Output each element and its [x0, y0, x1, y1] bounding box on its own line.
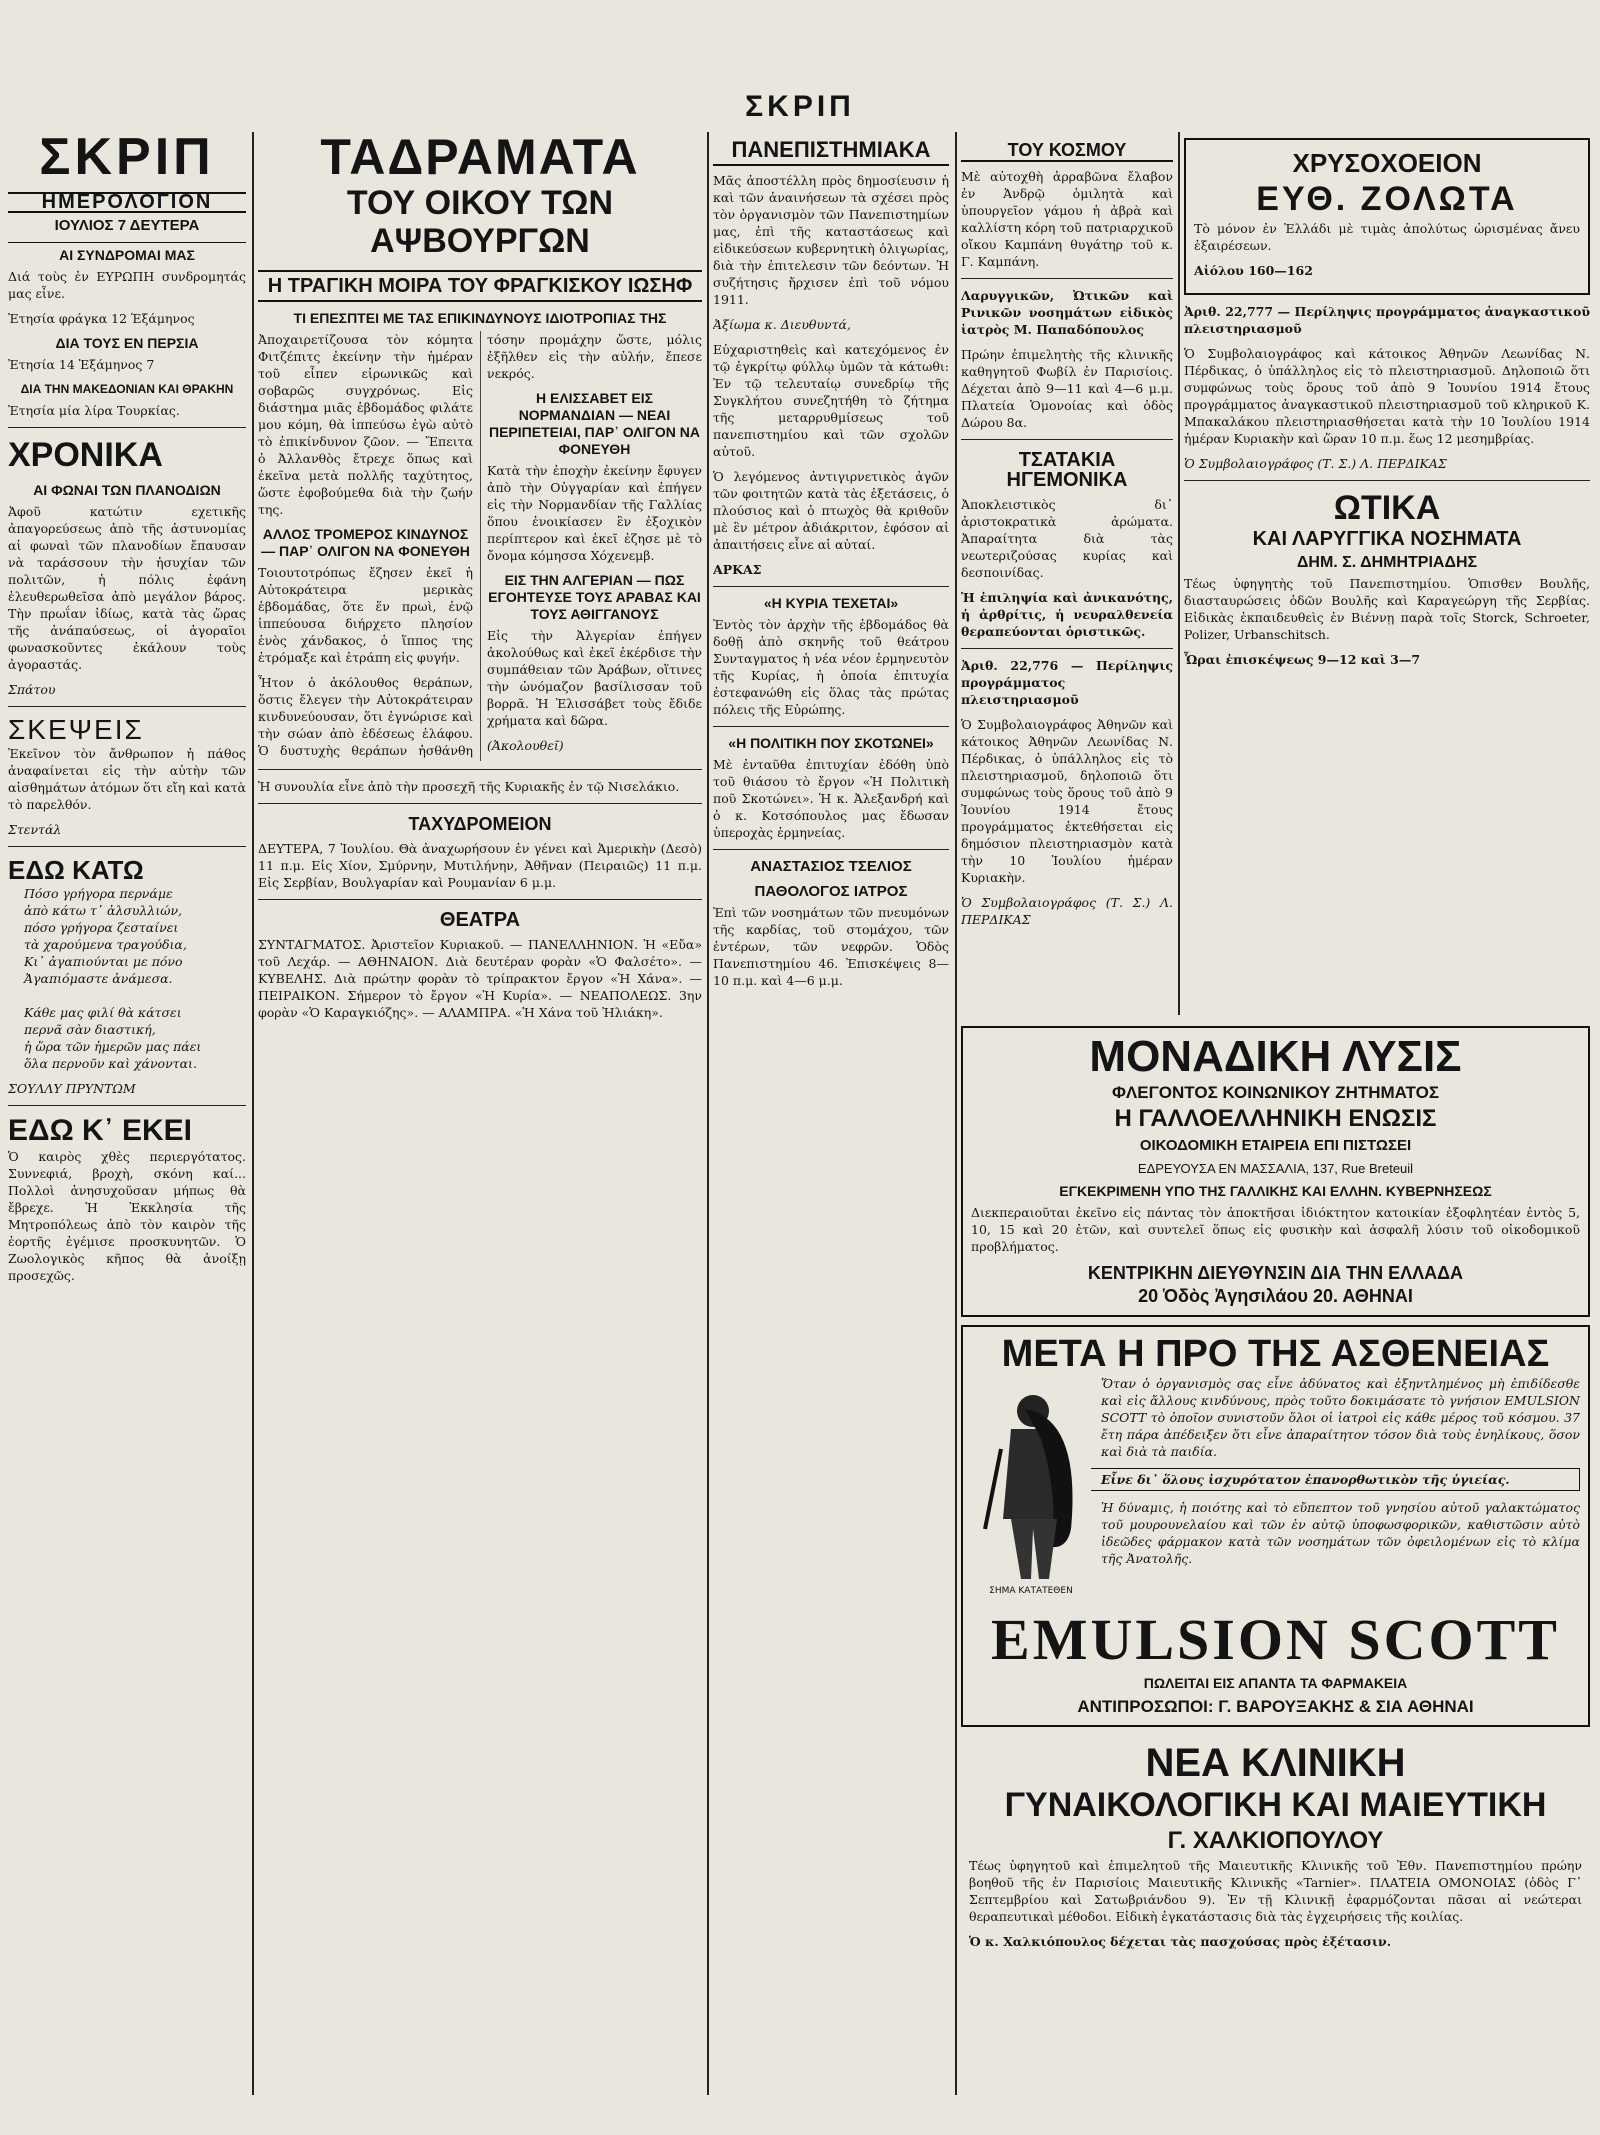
jeweller-ad-text: Τὸ μόνον ἐν Ἑλλάδι μὲ τιμὰς ἀπολύτως ὡρισμένας ἄνευ ἐξαιρέσεων.	[1194, 221, 1580, 253]
page-masthead: ΣΚΡΙΠ	[745, 90, 855, 123]
section-title-skepseis: ΣΚΕΨΕΙΣ	[8, 714, 144, 745]
chronika-subtitle: ΑΙ ΦΩΝΑΙ ΤΩΝ ΠΛΑΝΟΔΙΩΝ	[33, 482, 221, 498]
section-title-kyria: «Η ΚΥΡΙΑ ΤΕΧΕΤΑΙ»	[763, 595, 899, 611]
building-ad-title: ΜΟΝΑΔΙΚΗ ΛΥΣΙΣ	[1089, 1032, 1462, 1081]
clinic-ad-doctor: Γ. ΧΑΛΚΙΟΠΟΥΛΟΥ	[1167, 1827, 1384, 1854]
clinic-ad-title2: ΓΥΝΑΙΚΟΛΟΓΙΚΗ ΚΑΙ ΜΑΙΕΥΤΙΚΗ	[1004, 1786, 1547, 1824]
section-title-politiki: «Η ΠΟΛΙΤΙΚΗ ΠΟΥ ΣΚΟΤΩΝΕΙ»	[728, 735, 934, 751]
building-ad-address: ΕΔΡΕΥΟΥΣΑ ΕΝ ΜΑΣΣΑΛΙΑ, 137, Rue Breteuil	[1137, 1161, 1414, 1176]
article-paragraph: Τοιουτοτρόπως ἔζησεν ἐκεῖ ἡ Αὐτοκράτειρα μερικὰς ἑβδομάδας, ὅτε ἕν πρωὶ, ἐνῷ ἱππεύουσα διήρχετο πλησίον ἑνὸς χάνδακος, ὁ ἵππος της ἐτρόμαξε καὶ ἐτράπη εἰς φυγήν.	[258, 565, 473, 665]
emulsion-ad-text2: Ἡ δύναμις, ἡ ποιότης καὶ τὸ εὔπεπτον τοῦ γνησίου αὐτοῦ γαλακτώματος τοῦ μουρουνελαίου καὶ τῶν ἐν αὐτῷ ὑποφωσφορικῶν, καθιστῶσιν αὐτὸ ἰδεῶδες φάρμακον κατὰ τῶν νοσημάτων τῶν ὀφειλομένων εἰς τὸ κλίμα τῆς Ἀνατολῆς.	[1101, 1500, 1580, 1566]
jeweller-ad-title: ΧΡΥΣΟΧΟΕΙΟΝ	[1292, 148, 1482, 178]
skepseis-text: Ἐκεῖνον τὸν ἄνθρωπον ἡ πάθος ἀναφαίνεται εἰς τὴν αὐτὴν τῶν αἰσθημάτων ἀτόμων ὅτι εἴη καὶ κατὰ τὸ παρελθόν.	[8, 746, 246, 812]
doctor-ad-name: ΑΝΑΣΤΑΣΙΟΣ ΤΣΕΛΙΟΣ	[750, 858, 912, 875]
section-title-tachydromeion: ΤΑΧΥΔΡΟΜΕΙΟΝ	[408, 813, 552, 834]
jeweller-ad	[1184, 138, 1590, 295]
section-title-panepistimiaka: ΠΑΝΕΠΙΣΤΗΜΙΑΚΑ	[713, 140, 949, 166]
panepistimiaka-text: Μᾶς ἀποστέλλη πρὸς δημοσίευσιν ἡ καὶ τῶν ἀναινήσεων τὰ σχέσει πρὸς τὸν ὀργανισμὸν τῶν Πανεπιστημίων μας, ἐπὶ τῆς καταστάσεως καὶ εἰδικεύσεων κυβερνητικὴ ὀλιγωρίας, διὰ τὴν ἐπιτελεσιν τῶν δεόντων. Ἡ συζήτησις ἤρχισεν ἐπὶ τοῦ νόμου 1911.	[713, 173, 949, 307]
building-ad-text: Διεκπεραιοῦται ἐκεῖνο εἰς πάντας τὸν ἀποκτῆσαι ἰδιόκτητον κατοικίαν ἐξοφλητέαν ἐντὸς 5, 10, 15 καὶ 20 ἐτῶν, καὶ συντελεῖ ὅπως εἰς φυσικὴν καὶ ἀσφαλῆ λύσιν τοῦ οἰκοδομικοῦ προβλήματος.	[971, 1205, 1580, 1254]
auction-notice-text: Ὁ Συμβολαιογράφος καὶ κάτοικος Ἀθηνῶν Λεωνίδας Ν. Πέρδικας, ὁ ὑπάλληλος εἰς τὸ πλειστηριασμοῦ. Δηλοποιῶ ὅτι συμφώνως τοὺς ὅρους τοῦ ἀπὸ 9 Ἰουνίου 1914 ἔτους προγράμματος ἀναγκαστικοῦ πλειστηριασμοῦ τοῦ κληρικοῦ Κ. Μπακαλάκου πλειστηριασθήσεται κατὰ τὴν 10 Ἰουλίου 1914 ἡμέραν Κυριακὴν καὶ ὥραν 10 π.μ. ἕως 12 μεσημβρίας.	[1184, 346, 1590, 446]
subscriptions-line: Ἐτησία μία λίρα Τουρκίας.	[8, 403, 180, 418]
article-paragraph: Κατὰ τὴν ἐποχὴν ἐκείνην ἔφυγεν ἀπὸ τὴν Οὐγγαρίαν καὶ ἐπήγεν εἰς τὴν Νορμανδίαν τῆς Γαλλίας ὅπου ἐνοικίασεν ἓν ἐξοχικὸν περίπτερον καὶ ἐκεῖ ἐζησε μὲ τὸ ὄνομα κόμησσα Χόχενεμβ.	[487, 463, 702, 563]
article-lead: ΤΙ ΕΠΕΣΠΤΕΙ ΜΕ ΤΑΣ ΕΠΙΚΙΝΔΥΝΟΥΣ ΙΔΙΟΤΡΟΠΙΑΣ ΤΗΣ	[293, 310, 667, 326]
article-subhead: Η ΕΛΙΣΣΑΒΕΤ ΕΙΣ ΝΟΡΜΑΝΔΙΑΝ — ΝΕΑΙ ΠΕΡΙΠΕΤΕΙΑΙ, ΠΑΡ᾽ ΟΛΙΓΟΝ ΝΑ ΦΟΝΕΥΘΗ	[488, 390, 701, 457]
emulsion-ad-agents: ΑΝΤΙΠΡΟΣΩΠΟΙ: Γ. ΒΑΡΟΥΞΑΚΗΣ & ΣΙΑ ΑΘΗΝΑΙ	[1077, 1697, 1474, 1716]
column-rule	[252, 132, 254, 2095]
emulsion-ad-brand: EMULSION SCOTT	[991, 1607, 1560, 1672]
column-3	[713, 130, 949, 2099]
clinic-ad-text: Τέως ὑφηγητοῦ καὶ ἐπιμελητοῦ τῆς Μαιευτικῆς Κλινικῆς τοῦ Ἐθν. Πανεπιστημίου πρώην βοηθοῦ τῆς ἐν Παρισίοις Μαιευτικῆς Κλινικῆς «Tarnier». ΠΛΑΤΕΙΑ ΟΜΟΝΟΙΑΣ (ὁδὸς Γ᾽ Σεπτεμβρίου καὶ Σατωβριάνδου 9). Ἐν τῇ Κλινικῇ ἐφαρμόζονται πᾶσαι αἱ νεώτεραι θεραπευτικαὶ μέθοδοι. Εἰδικὴ ἐγκατάστασις διὰ τὰς ἐγχειρήσεις τῆς κοιλίας.	[969, 1858, 1582, 1924]
headline-secondary: ΤΟΥ ΟΙΚΟΥ ΤΩΝ ΑΨΒΟΥΡΓΩΝ	[346, 184, 614, 260]
ent-ad-text: Τέως ὑφηγητὴς τοῦ Πανεπιστημίου. Ὁπισθεν Βουλῆς, διασταυρώσεις ὁδῶν Βουλῆς καὶ Καραγεώργη τῆς Σερβίας. Εἰδικὰς ἐκπαιδευθεὶς ἐν Βιέννῃ παρὰ τοῖς Storck, Schroeter, Polizer, Urbanschitsch.	[1184, 576, 1590, 642]
emulsion-ad-emphasis: Εἶνε δι᾽ ὅλους ἰσχυρότατον ἐπανορθωτικὸν τῆς ὑγιείας.	[971, 1468, 1580, 1491]
logo-subtitle: ΗΜΕΡΟΛΟΓΙΟΝ	[8, 192, 246, 213]
clinic-ad	[961, 1735, 1590, 1964]
section-title-tou-kosmou: ΤΟΥ ΚΟΣΜΟΥ	[961, 140, 1173, 162]
ent-doctor-ad-title: Λαρυγγικῶν, Ὠτικῶν καὶ Ρινικῶν νοσημάτων εἰδικὸς ἰατρὸς Μ. Παπαδόπουλος	[961, 288, 1173, 337]
section-title-edo-kei: ΕΔΩ Κ᾽ ΕΚΕΙ	[8, 1114, 192, 1147]
subscriptions-line: Ἐτησία φράγκα 12 Ἑξάμηνος	[8, 311, 195, 326]
jeweller-ad-name: ΕΥΘ. ΖΟΛΩΤΑ	[1256, 180, 1518, 218]
poem-signature: ΣΟΥΛΛΥ ΠΡΥΝΤΩΜ	[8, 1081, 136, 1096]
auction-notice-signature: Ὁ Συμβολαιογράφος (Τ. Σ.) Λ. ΠΕΡΔΙΚΑΣ	[961, 895, 1173, 927]
column-rule	[955, 132, 957, 2095]
headline-main: ΤΑΔΡΑΜΑΤΑ	[320, 130, 640, 185]
building-ad-subtitle: ΦΛΕΓΟΝΤΟΣ ΚΟΙΝΩΝΙΚΟΥ ΖΗΤΗΜΑΤΟΣ	[1111, 1083, 1440, 1102]
subscriptions-line: Ἐτησία 14 Ἑξάμηνος 7	[8, 357, 155, 372]
auction-notice-title: Ἀριθ. 22,777 — Περίληψις προγράμματος ἀναγκαστικοῦ πλειστηριασμοῦ	[1184, 304, 1590, 336]
auction-notice-text: Ὁ Συμβολαιογράφος Ἀθηνῶν καὶ κάτοικος Ἀθηνῶν Λεωνίδας Ν. Πέρδικας, ὁ ὑπάλληλος εἰς τὸ πλειστηριασμοῦ, δηλοποιῶ ὅτι συμφώνως τοὺς ὅρους τοῦ ἀπὸ 9 Ἰουνίου 1914 ἔτους προγράμματος ἐκτεθήσεται εἰς δημόσιον πλειστηριασμὸν κατὰ τὴν 10 Ἰουλίου ἡμέραν Κυριακὴν.	[961, 717, 1173, 885]
article-paragraph: Εἰς τὴν Ἀλγερίαν ἐπήγεν ἀκολούθως καὶ ἐκεῖ ἐκέρδισε τὴν συμπάθειαν τῶν Ἀράβων, οἵτινες τὴν ὠνόμαζον βασίλισσαν τοῦ βορρᾶ. Ἡ Ἐλισσάβετ τοὺς ἔδιδε χρήματα καὶ δῶρα.	[487, 628, 702, 728]
emulsion-ad-text: Ὅταν ὁ ὀργανισμὸς σας εἶνε ἀδύνατος καὶ ἐξηντλημένος μὴ ἐπιδίδεσθε καὶ εἰς ἄλλους κινδύνους, πρὸς τοῦτο δοκιμάσατε τὸ γνήσιον EMULSION SCOTT τὸ ὁποῖον συνιστοῦν ὅλοι οἱ ἰατροὶ εἰς κάθε μέρος τοῦ κόσμου. 37 ἔτη πάρα ἀπέδειξεν ὅτι εἶνε ἀπαραίτητον τόσον διὰ τοὺς ἐνηλίκους, ὅσον καὶ διὰ τὰ παιδία.	[1101, 1376, 1580, 1459]
panepistimiaka-text: Εὐχαριστηθεὶς καὶ κατεχόμενος ἐν τῷ ἐγκρίτῳ φύλλῳ ὑμῶν τὰ κάτωθι: Ἐν τῷ τελευταίῳ συνεδρίῳ τῆς Συγκλήτου συνεζητήθη τὸ ζήτημα τῆς μεταρρυθμίσεως τοῦ πανεπιστημίου καὶ τῶν σχολῶν αὐτοῦ.	[713, 342, 949, 459]
headline-subtitle: Η ΤΡΑΓΙΚΗ ΜΟΙΡΑ ΤΟΥ ΦΡΑΓΚΙΣΚΟΥ ΙΩΣΗΦ	[258, 270, 702, 302]
notice-text: Ἡ συνουλία εἶνε ἀπὸ τὴν προσεχῆ τῆς Κυριακῆς ἐν τῷ Νισελάκιο.	[258, 778, 680, 794]
building-ad-org-sub: ΟΙΚΟΔΟΜΙΚΗ ΕΤΑΙΡΕΙΑ ΕΠΙ ΠΙΣΤΩΣΕΙ	[1139, 1137, 1412, 1154]
ent-ad-title: ΩΤΙΚΑ	[1333, 489, 1441, 527]
chronika-signature: Σπάτου	[8, 682, 56, 697]
theatra-text: ΣΥΝΤΑΓΜΑΤΟΣ. Ἀριστεῖον Κυριακοῦ. — ΠΑΝΕΛΛΗΝΙΟΝ. Ἡ «Εὔα» τοῦ Λεχάρ. — ΑΘΗΝΑΙΟΝ. Διὰ δευτέραν φορὰν «Ὁ Φαλσέτο». — ΚΥΒΕΛΗΣ. Διὰ πρώτην φορὰν τὸ τρίπρακτον ἔργον «Ἡ Χάνα». — ΠΕΙΡΑΙΚΟΝ. Σήμερον τὸ ἔργον «Ἡ Κυρία». — ΝΕΑΠΟΛΕΩΣ. 3ην φορὰν «Ὁ Καραγκιόζης». — ΑΛΑΜΠΡΑ. «Ἡ Χάνα τοῦ Ἠλιάκη».	[258, 936, 702, 1020]
doctor-ad-title: ΠΑΘΟΛΟΓΟΣ ΙΑΤΡΟΣ	[754, 883, 908, 900]
logo: ΣΚΡΙΠ	[39, 130, 215, 186]
panepistimiaka-signature: ΑΡΚΑΣ	[713, 562, 762, 577]
ent-doctor-ad-text: Πρώην ἐπιμελητὴς τῆς κλινικῆς καθηγητοῦ Φωβίλ ἐν Παρισίοις. Δέχεται ἀπὸ 9—11 καὶ 4—6 μ.μ. Πλατεία Ὁμονοίας καὶ ὁδὸς Δώρου 8α.	[961, 347, 1173, 430]
skepseis-signature: Στεντάλ	[8, 822, 62, 837]
column-rule	[1178, 132, 1180, 1015]
column-5	[1184, 130, 1590, 1011]
jeweller-ad-address: Αἰόλου 160—162	[1194, 263, 1313, 278]
column-4	[961, 130, 1173, 1011]
politiki-text: Μὲ ἐνταῦθα ἐπιτυχίαν ἐδόθη ὑπὸ τοῦ θιάσου τὸ ἔργον «Ἡ Πολιτικὴ ποῦ Σκοτώνει». Ἡ κ. Ἀλεξανδρή καὶ ὁ κ. Κοτσόπουλος μας ἔδωσαν ὑπεροχὰς ἑρμηνείας.	[713, 757, 949, 840]
subscriptions-heading: ΔΙΑ ΤΟΥΣ ΕΝ ΠΕΡΣΙΑ	[55, 335, 199, 351]
emulsion-ad	[961, 1325, 1590, 1727]
clinic-ad-title: ΝΕΑ ΚΛΙΝΙΚΗ	[1145, 1741, 1406, 1785]
column-2	[258, 130, 702, 2099]
subscriptions-heading: ΔΙΑ ΤΗΝ ΜΑΚΕΔΟΝΙΑΝ ΚΑΙ ΘΡΑΚΗΝ	[20, 382, 234, 396]
column-rule	[707, 132, 709, 2095]
date-line: ΙΟΥΛΙΟΣ 7 ΔΕΥΤΕΡΑ	[54, 217, 200, 234]
section-title-chronika: ΧΡΟΝΙΚΑ	[8, 436, 163, 474]
tou-kosmou-text: Μὲ αὐτοχθὴ ἀρραβῶνα ἔλαβον ἐν Ἀνδρῷ ὁμιλητὰ καὶ ὑπουργεῖον γάμου ἡ ἀβρὰ καὶ καλλίστη κόρη τοῦ πατριαρχικοῦ οἴκου Καμπάνη θυγάτηρ τοῦ κ. Γ. Καμπάνη.	[961, 169, 1173, 269]
fisherman-trademark-icon	[971, 1379, 1091, 1599]
building-ad-info: ΚΕΝΤΡΙΚΗΝ ΔΙΕΥΘΥΝΣΙΝ ΔΙΑ ΤΗΝ ΕΛΛΑΔΑ	[1087, 1263, 1464, 1283]
article-body	[258, 331, 702, 761]
article-subhead: ΕΙΣ ΤΗΝ ΑΛΓΕΡΙΑΝ — ΠΩΣ ΕΓΟΗΤΕΥΣΕ ΤΟΥΣ ΑΡΑΒΑΣ ΚΑΙ ΤΟΥΣ ΑΘΙΓΓΑΝΟΥΣ	[488, 572, 701, 622]
section-title-edo-kato: ΕΔΩ ΚΑΤΩ	[8, 855, 144, 885]
kyria-text: Ἐντὸς τὸν ἀρχὴν τῆς ἑβδομάδος θὰ δοθῇ ἀπὸ σκηνῆς τοῦ θεάτρου Συνταγματος ἡ νέα νέον ἑρμηνευτὸν τῆς Κυρίας, ἡ ὁποία ἐπιτυχία ἐστεφανώθη εἰς ὅλας τὰς πρώτας πόλεις τῆς Εὐρώπης.	[713, 617, 949, 717]
subscriptions-title: ΑΙ ΣΥΝΔΡΟΜΑΙ ΜΑΣ	[8, 242, 246, 264]
emulsion-ad-sold: ΠΩΛΕΙΤΑΙ ΕΙΣ ΑΠΑΝΤΑ ΤΑ ΦΑΡΜΑΚΕΙΑ	[1143, 1675, 1408, 1691]
clinic-ad-footer: Ὁ κ. Χαλκιόπουλος δέχεται τὰς πασχούσας πρὸς ἐξέτασιν.	[969, 1934, 1392, 1949]
tsatakia-ad-text: Ἀποκλειστικὸς δι᾽ ἀριστοκρατικὰ ἀρώματα. Ἀπαραίτητα διὰ τὰς νεωτεριζούσας κυρίας καὶ δεσποινίδας.	[961, 497, 1173, 580]
chronika-text: Ἀφοῦ κατώτιν εχετικῆς ἀπαγορεύσεως ἀπὸ τῆς ἀστυνομίας αἱ φωναὶ τῶν πλανοδίων ἔπαυσαν νὰ ταράσσουν τὴν ἡσυχίαν τῶν πολιτῶν, ἡ πόλις ἐφάνη ἐλευθερωθεῖσα ἀπὸ μεγάλον βάρος. Τὴν πρωΐαν ἰδίως, κατὰ τὰς ὥρας τῆς ἀνάπαύσεως, οἱ ἀγοραῖοι φωνασκοῦντες ἐκάλουν τοὺς ἀγοραστάς.	[8, 504, 246, 672]
doctor-ad-text: Ἐπὶ τῶν νοσημάτων τῶν πνευμόνων τῆς καρδίας, τοῦ στομάχου, τῶν ἐντέρων, τῶν νεφρῶν. Ὁδὸς Πανεπιστημίου 46. Ἐπισκέψεις 8—10 π.μ. καὶ 4—6 μ.μ.	[713, 905, 949, 988]
clinic-ad-text: Ἡ ἐπιληψία καὶ ἀνικανότης, ἡ ἀρθρίτις, ἡ νευραλθενεία θεραπεύονται ὁριστικῶς.	[961, 590, 1173, 639]
ads-block	[961, 1018, 1590, 2099]
building-ad-org: Η ΓΑΛΛΟΕΛΛΗΝΙΚΗ ΕΝΩΣΙΣ	[1114, 1105, 1437, 1132]
ent-ad-doctor: ΔΗΜ. Σ. ΔΗΜΗΤΡΙΑΔΗΣ	[1296, 554, 1478, 571]
article-paragraph: Ἦτον ὁ ἀκόλουθος θεράπων, ὅστις ἔλεγεν τὴν Αὐτοκράτειραν κινδυνεύουσαν, ὅτι ἐγνώρισε καὶ τὴν σώαν ἀπὸ ἐδέσεως ἐλάφου. Ὁ δυστυχὴς θεράπων ἠσθάνθη τόσην προμάχην ὥστε, μόλις ἐξῆλθεν εἰς τὴν αὐλήν, ἔπεσε νεκρός.	[258, 332, 702, 758]
subscriptions-line: Διά τοὺς ἐν ΕΥΡΩΠΗ συνδρομητάς μας εἶνε.	[8, 269, 246, 301]
tsatakia-ad-title: ΤΣΑΤΑΚΙΑ ΗΓΕΜΟΝΙΚΑ	[1006, 449, 1128, 491]
panepistimiaka-salutation: Ἀξίωμα κ. Διευθυντά,	[713, 317, 851, 332]
article-paragraph: Ἀποχαιρετίζουσα τὸν κόμητα Φιτζέπιτς ἐκείνην τὴν ἡμέραν τοῦ εἶπεν εἰρωνικῶς καὶ σοβαρῶς συγχρόνως. Εἰς διάστημα μιᾶς ἑβδομάδος φιλάτε μου κόμη, θὰ ἱππεύσω ἐγὼ αὐτὸ τὸ ἐπικίνδυνον ζῶον. — Ἔπειτα ὁ Ἀλλανθὸς ἔτρεχε ὅπως καὶ ἐκεῖνα μετὰ πολλῆς ταχύτητος, ὥστε ἐφοβούμεθα διὰ τὴν ζωήν της.	[258, 332, 473, 517]
article-continued: (Ἀκολουθεῖ)	[487, 738, 564, 753]
auction-notice-title: Ἀριθ. 22,776 — Περίληψις προγράμματος πλειστηριασμοῦ	[961, 658, 1173, 707]
article-subhead: ΑΛΛΟΣ ΤΡΟΜΕΡΟΣ ΚΙΝΔΥΝΟΣ — ΠΑΡ᾽ ΟΛΙΓΟΝ ΝΑ ΦΟΝΕΥΘΗ	[261, 526, 470, 559]
edo-kei-text: Ὁ καιρὸς χθὲς περιεργότατος. Συννεφιά, βροχὴ, σκόνη καί... Πολλοὶ ἀνησυχοῦσαν μήπως θὰ ἔβρεχε. Ἡ Ἐκκλησία τῆς Μητροπόλεως ἀπὸ τὸν καιρὸν τῆς ἐορτῆς ἐγέμισε προσκυνητῶν. Ὁ Ζωολογικὸς κῆπος θὰ ἀνοίξῃ προσεχῶς.	[8, 1149, 246, 1283]
building-ad-approved: ΕΓΚΕΚΡΙΜΕΝΗ ΥΠΟ ΤΗΣ ΓΑΛΛΙΚΗΣ ΚΑΙ ΕΛΛΗΝ. ΚΥΒΕΡΝΗΣΕΩΣ	[1059, 1183, 1492, 1199]
trademark-label: ΣΗΜΑ ΚΑΤΑΤΕΘΕΝ	[989, 1586, 1073, 1596]
poem-text: Πόσο γρήγορα περνάμε ἀπὸ κάτω τ᾽ ἀλσυλλιών, πόσο γρήγορα ζεσταίνει τὰ χαρούμενα τραγούδια, Κι᾽ ἀγαπιούνται με πόνο Ἀγαπιόμαστε ἀνάμεσα. Κάθε μας φιλί θὰ κάτσει περνᾶ σὰν διαστική, ἡ ὥρα τῶν ἠμερῶν μας πάει ὅλα περνοῦν καὶ χάνονται.	[24, 886, 202, 1071]
ent-ad-hours: Ὧραι ἐπισκέψεως 9—12 καὶ 3—7	[1184, 652, 1421, 667]
panepistimiaka-text: Ὁ λεγόμενος ἀντιγιρνετικὸς ἀγῶν τῶν φοιτητῶν κατὰ τὰς ἐξετάσεις, ὁ πλούσιος καὶ ὁ πτωχὸς θὰ κριθοῦν μὲ ἓν μέτρον ἀδιάκριτον, ἐφόσον αἱ ἀπαιτήσεις εἶνε αἱ αὐταί.	[713, 469, 949, 552]
building-society-ad	[961, 1026, 1590, 1317]
emulsion-ad-title: ΜΕΤΑ Η ΠΡΟ ΤΗΣ ΑΣΘΕΝΕΙΑΣ	[1001, 1333, 1550, 1375]
tachydromeion-text: ΔΕΥΤΕΡΑ, 7 Ἰουλίου. Θὰ ἀναχωρήσουν ἐν γένει καὶ Ἀμερικὴν (Δεσὸ) 11 π.μ. Εἰς Χίον, Σμύρνην, Μυτιλήνην, Ἀθῆναν (Πειραιῶς) 11 π.μ. Εἰς Σερβίαν, Βουλγαρίαν καὶ Ρουμανίαν 6 μ.μ.	[258, 840, 702, 890]
section-title-theatra: ΘΕΑΤΡΑ	[439, 908, 521, 931]
column-1	[8, 130, 246, 2099]
building-ad-info-address: 20 Ὁδὸς Ἀγησιλάου 20. ΑΘΗΝΑΙ	[1138, 1286, 1413, 1306]
auction-notice-signature: Ὁ Συμβολαιογράφος (Τ. Σ.) Λ. ΠΕΡΔΙΚΑΣ	[1184, 456, 1447, 471]
ent-ad-subtitle: ΚΑΙ ΛΑΡΥΓΓΙΚΑ ΝΟΣΗΜΑΤΑ	[1252, 528, 1522, 550]
